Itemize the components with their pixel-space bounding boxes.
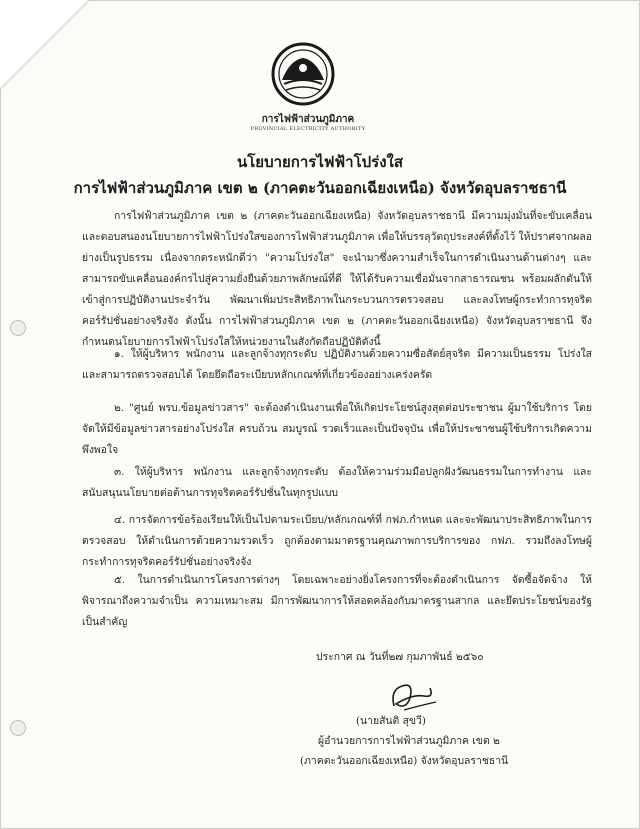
document-subtitle: การไฟฟ้าส่วนภูมิภาค เขต ๒ (ภาคตะวันออกเฉียงเหนือ) จังหวัดอุบลราชธานี <box>73 179 567 197</box>
policy-item-1: ๑. ให้ผู้บริหาร พนักงาน และลูกจ้างทุกระดับ ปฏิบัติงานด้วยความซื่อสัตย์สุจริต มีความเป็นธรรม โปร่งใส และสามารถตรวจสอบได้ โดยยึดถือระเบียบหลักเกณฑ์ที่เกี่ยวข้องอย่างเคร่งครัด <box>82 348 592 381</box>
organization-name-en: PROVINCIAL ELECTRICITY AUTHORITY <box>250 126 366 132</box>
pea-logo-icon <box>270 40 336 110</box>
policy-item-5: ๕. ในการดำเนินการโครงการต่างๆ โดยเฉพาะอย่างยิ่งโครงการที่จะต้องดำเนินการ จัดซื้อจัดจ้าง ให้พิจารณาถึงความจำเป็น ความเหมาะสม มีการพัฒนาการให้สอดคล้องกับมาตรฐานสากล และยึดประโยชน์ของรัฐเป็นสำคัญ <box>82 574 592 628</box>
intro-paragraph: การไฟฟ้าส่วนภูมิภาค เขต ๒ (ภาคตะวันออกเฉียงเหนือ) จังหวัดอุบลราชธานี มีความมุ่งมั่นที่จะขับเคลื่อนและตอบสนองนโยบายการไฟฟ้าโปร่งใสของการไฟฟ้าส่วนภูมิภาค เพื่อให้บรรลุวัตถุประสงค์ที่ตั้งไว้ ให้ปราศจากผลอย่างเป็นรูปธรรม เนื่องจากตระหนักดีว่า "ความโปร่งใส" จะนำมาซึ่งความสำเร็จในการดำเนินงานด้านต่างๆ และสามารถขับเคลื่อนองค์กรไปสู่ความยั่งยืนด้วยภาพลักษณ์ที่ดี ให้ได้รับความเชื่อมั่นจากสาธารณชน พร้อมผลักดันให้เข้าสู่การปฏิบัติงานประจำวัน พัฒนาเพิ่มประสิทธิภาพในกระบวนการตรวจสอบ และลงโทษผู้กระทำการทุจริตคอร์รัปชั่นอย่างจริงจัง ดังนั้น การไฟฟ้าส่วนภูมิภาค เขต ๒ (ภาคตะวันออกเฉียงเหนือ) จังหวัดอุบลราชธานี จึงกำหนดนโยบายการไฟฟ้าโปร่งใสให้หน่วยงานในสังกัดถือปฏิบัติดังนี้ <box>82 210 592 348</box>
signer-position-region: (ภาคตะวันออกเฉียงเหนือ) จังหวัดอุบลราชธานี <box>300 755 509 767</box>
signer-position: ผู้อำนวยการการไฟฟ้าส่วนภูมิภาค เขต ๒ <box>318 735 500 747</box>
punch-hole <box>10 320 26 336</box>
folded-corner <box>0 0 88 88</box>
policy-item-2: ๒. "ศูนย์ พรบ.ข้อมูลข่าวสาร" จะต้องดำเนินงานเพื่อให้เกิดประโยชน์สูงสุดต่อประชาชน ผู้มาใช้บริการ โดยจัดให้มีข้อมูลข่าวสารอย่างโปร่งใส ครบถ้วน สมบูรณ์ รวดเร็วและเป็นปัจจุบัน เพื่อให้ประชาชนผู้ใช้บริการเกิดความพึงพอใจ <box>82 402 592 456</box>
policy-item-4: ๔. การจัดการข้อร้องเรียนให้เป็นไปตามระเบียบ/หลักเกณฑ์ที่ กฟภ.กำหนด และจะพัฒนาประสิทธิภาพในการตรวจสอบ ให้ดำเนินการด้วยความรวดเร็ว ถูกต้องตามมาตรฐานคุณภาพการบริการของ กฟภ. รวมถึงลงโทษผู้กระทำการทุจริตคอร์รัปชั่นอย่างจริงจัง <box>82 514 592 568</box>
document-title: นโยบายการไฟฟ้าโปร่งใส <box>236 153 404 171</box>
signer-name: (นายสันติ สุขวี) <box>356 715 426 727</box>
policy-item-3: ๓. ให้ผู้บริหาร พนักงาน และลูกจ้างทุกระดับ ต้องให้ความร่วมมือปลูกฝังวัฒนธรรมในการทำงาน และสนับสนุนนโยบายต่อต้านการทุจริตคอร์รัปชั่นในทุกรูปแบบ <box>82 466 592 499</box>
organization-name-th: การไฟฟ้าส่วนภูมิภาค <box>261 114 355 125</box>
punch-hole <box>10 720 26 736</box>
handwritten-signature <box>384 676 444 716</box>
announcement-date: ประกาศ ณ วันที่๒๗ กุมภาพันธ์ ๒๕๖๐ <box>316 651 484 663</box>
